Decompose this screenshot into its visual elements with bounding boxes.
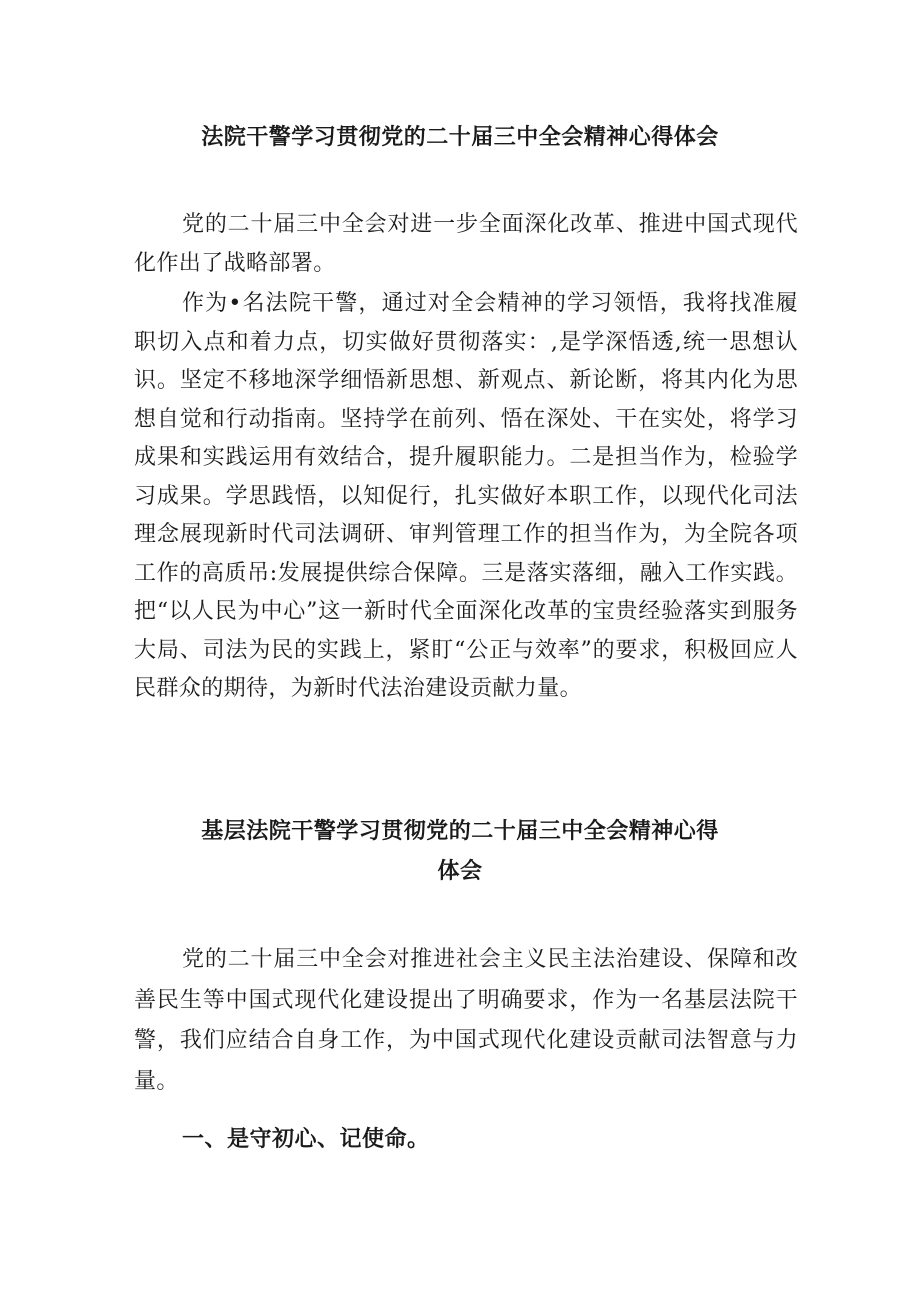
article1-title: 法院干警学习贯彻党的二十届三中全会精神心得体会 bbox=[201, 125, 719, 150]
article2-title-line1: 基层法院干警学习贯彻党的二十届三中全会精神心得 bbox=[201, 819, 719, 844]
article1-paragraph-1: 党的二十届三中全会对进一步全面深化改革、推进中国式现代化作出了战略部署。 bbox=[134, 212, 798, 276]
article2-title bbox=[130, 812, 790, 892]
article1-paragraph-2: 作为•名法院干警，通过对全会精神的学习领悟，我将找准履职切入点和着力点，切实做好贯彻落实：,是学深悟透,统一思想认识。坚定不移地深学细悟新思想、新观点、新论断，将其内化为思想自觉和行动指南。坚持学在前列、悟在深处、干在实处，将学习成果和实践运用有效结合，提升履职能力。二是担当作为，检验学习成果。学思践悟，以知促行，扎实做好本职工作，以现代化司法理念展现新时代司法调研、审判管理工作的担当作为，为全院各项工作的高质吊:发展提供综合保障。三是落实落细，融入工作实践。把“以人民为中心”这一新时代全面深化改革的宝贵经验落实到服务大局、司法为民的实践上，紧盯“公正与效率”的要求，积极回应人民群众的期待，为新时代法治建设贡献力量。 bbox=[134, 291, 798, 701]
article2-title-line2: 体会 bbox=[437, 859, 483, 884]
article2-paragraph-1: 党的二十届三中全会对推进社会主义民主法治建设、保障和改善民生等中国式现代化建设提出了明确要求，作为一名基层法院干警，我们应结合自身工作，为中国式现代化建设贡献司法智意与力量。 bbox=[134, 947, 798, 1094]
article2-section-heading-1: 一、是守初心、记使命。 bbox=[182, 1127, 430, 1152]
